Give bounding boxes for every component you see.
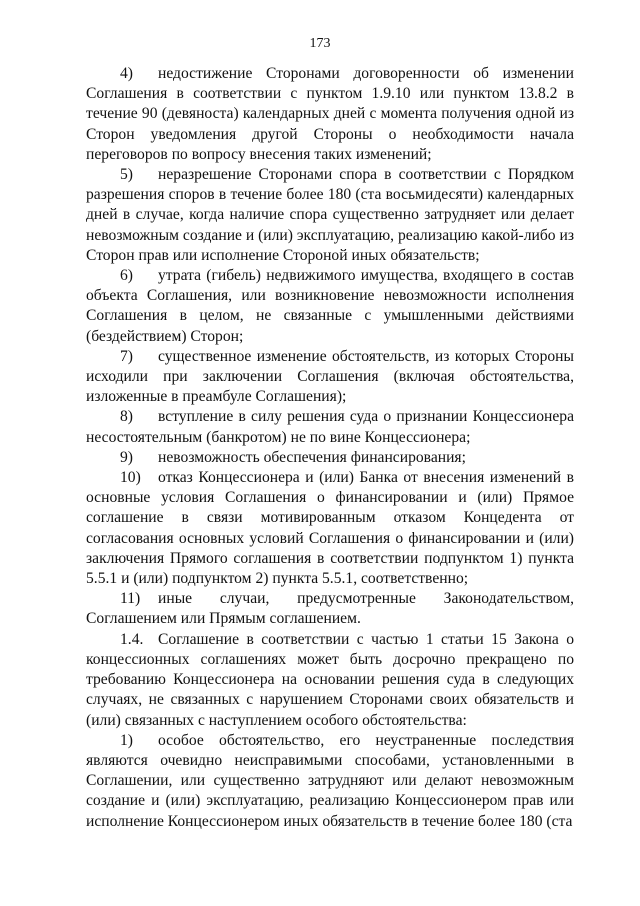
- item-text: особое обстоятельство, его неустраненные последствия являются очевидно неисправимыми способами, установленными в Соглашении, или существенно затрудняют или делают невозможным создание и (или) эксплуатацию, реализацию Концессионером прав или исполнение Концессионером иных обязательств в течение более 180 (ста: [86, 731, 574, 830]
- item-text: неразрешение Сторонами спора в соответствии с Порядком разрешения споров в течение более 180 (ста восьмидесяти) календарных дней в случае, когда наличие спора существенно затрудняет или делает невозможным создание и (или) эксплуатацию, реализацию какой-либо из Сторон прав или исполнение Стороной иных обязательств;: [86, 166, 575, 264]
- item-text: вступление в силу решения суда о признании Концессионера несостоятельным (банкротом) не по вине Концессионера;: [86, 408, 574, 446]
- item-number: 1): [120, 731, 133, 749]
- item-number: 6): [120, 267, 133, 285]
- item-text: существенное изменение обстоятельств, из которых Стороны исходили при заключении Соглашения (включая обстоятельства, изложенные в преамбуле Соглашения);: [86, 347, 574, 406]
- list-item: [86, 407, 574, 447]
- list-item: [86, 448, 574, 468]
- item-number: 7): [120, 347, 133, 365]
- list-item: [86, 589, 574, 629]
- list-item: [86, 266, 574, 347]
- item-text: отказ Концессионера и (или) Банка от внесения изменений в основные условия Соглашения о финансировании и (или) Прямое соглашение в связи мотивированным отказом Концедента от согласования основных условий Соглашения о финансировании и (или) заключения Прямого соглашения в соответствии подпунктом 1) пункта 5.5.1 и (или) подпунктом 2) пункта 5.5.1, соответственно;: [86, 469, 574, 588]
- item-number: 8): [120, 408, 133, 426]
- item-text: невозможность обеспечения финансирования;: [158, 448, 466, 466]
- document-body: [86, 64, 574, 832]
- section-text: Соглашение в соответствии с частью 1 статьи 15 Закона о концессионных соглашениях может быть досрочно прекращено по требованию Концессионера на основании решения суда в следующих случаях, не связанных с нарушением Сторонами своих обязательств и (или) связанных с наступлением особого обстоятельства:: [86, 630, 574, 729]
- item-number: 5): [120, 166, 133, 184]
- list-item: [86, 468, 574, 589]
- item-number: 4): [120, 65, 133, 82]
- list-item: [86, 731, 574, 832]
- item-number: 11): [120, 590, 141, 608]
- item-number: 9): [120, 448, 133, 466]
- page-number: 173: [309, 36, 331, 51]
- item-number: 10): [120, 469, 141, 487]
- section-paragraph: [86, 630, 574, 731]
- list-item: [86, 347, 574, 408]
- list-item: [86, 165, 574, 266]
- list-item: [86, 64, 574, 165]
- item-text: утрата (гибель) недвижимого имущества, входящего в состав объекта Соглашения, или возникновение невозможности исполнения Соглашения в целом, не связанные с умышленными действиями (бездействием) Сторон;: [86, 267, 574, 345]
- item-text: иные случаи, предусмотренные Законодательством, Соглашением или Прямым соглашением.: [86, 590, 574, 628]
- item-text: недостижение Сторонами договоренности об изменении Соглашения в соответствии с пунктом 1.9.10 или пунктом 13.8.2 в течение 90 (девяноста) календарных дней с момента получения одной из Сторон уведомления другой Стороны о необходимости начала переговоров по вопросу внесения таких изменений;: [86, 65, 574, 163]
- section-number: 1.4.: [120, 630, 144, 648]
